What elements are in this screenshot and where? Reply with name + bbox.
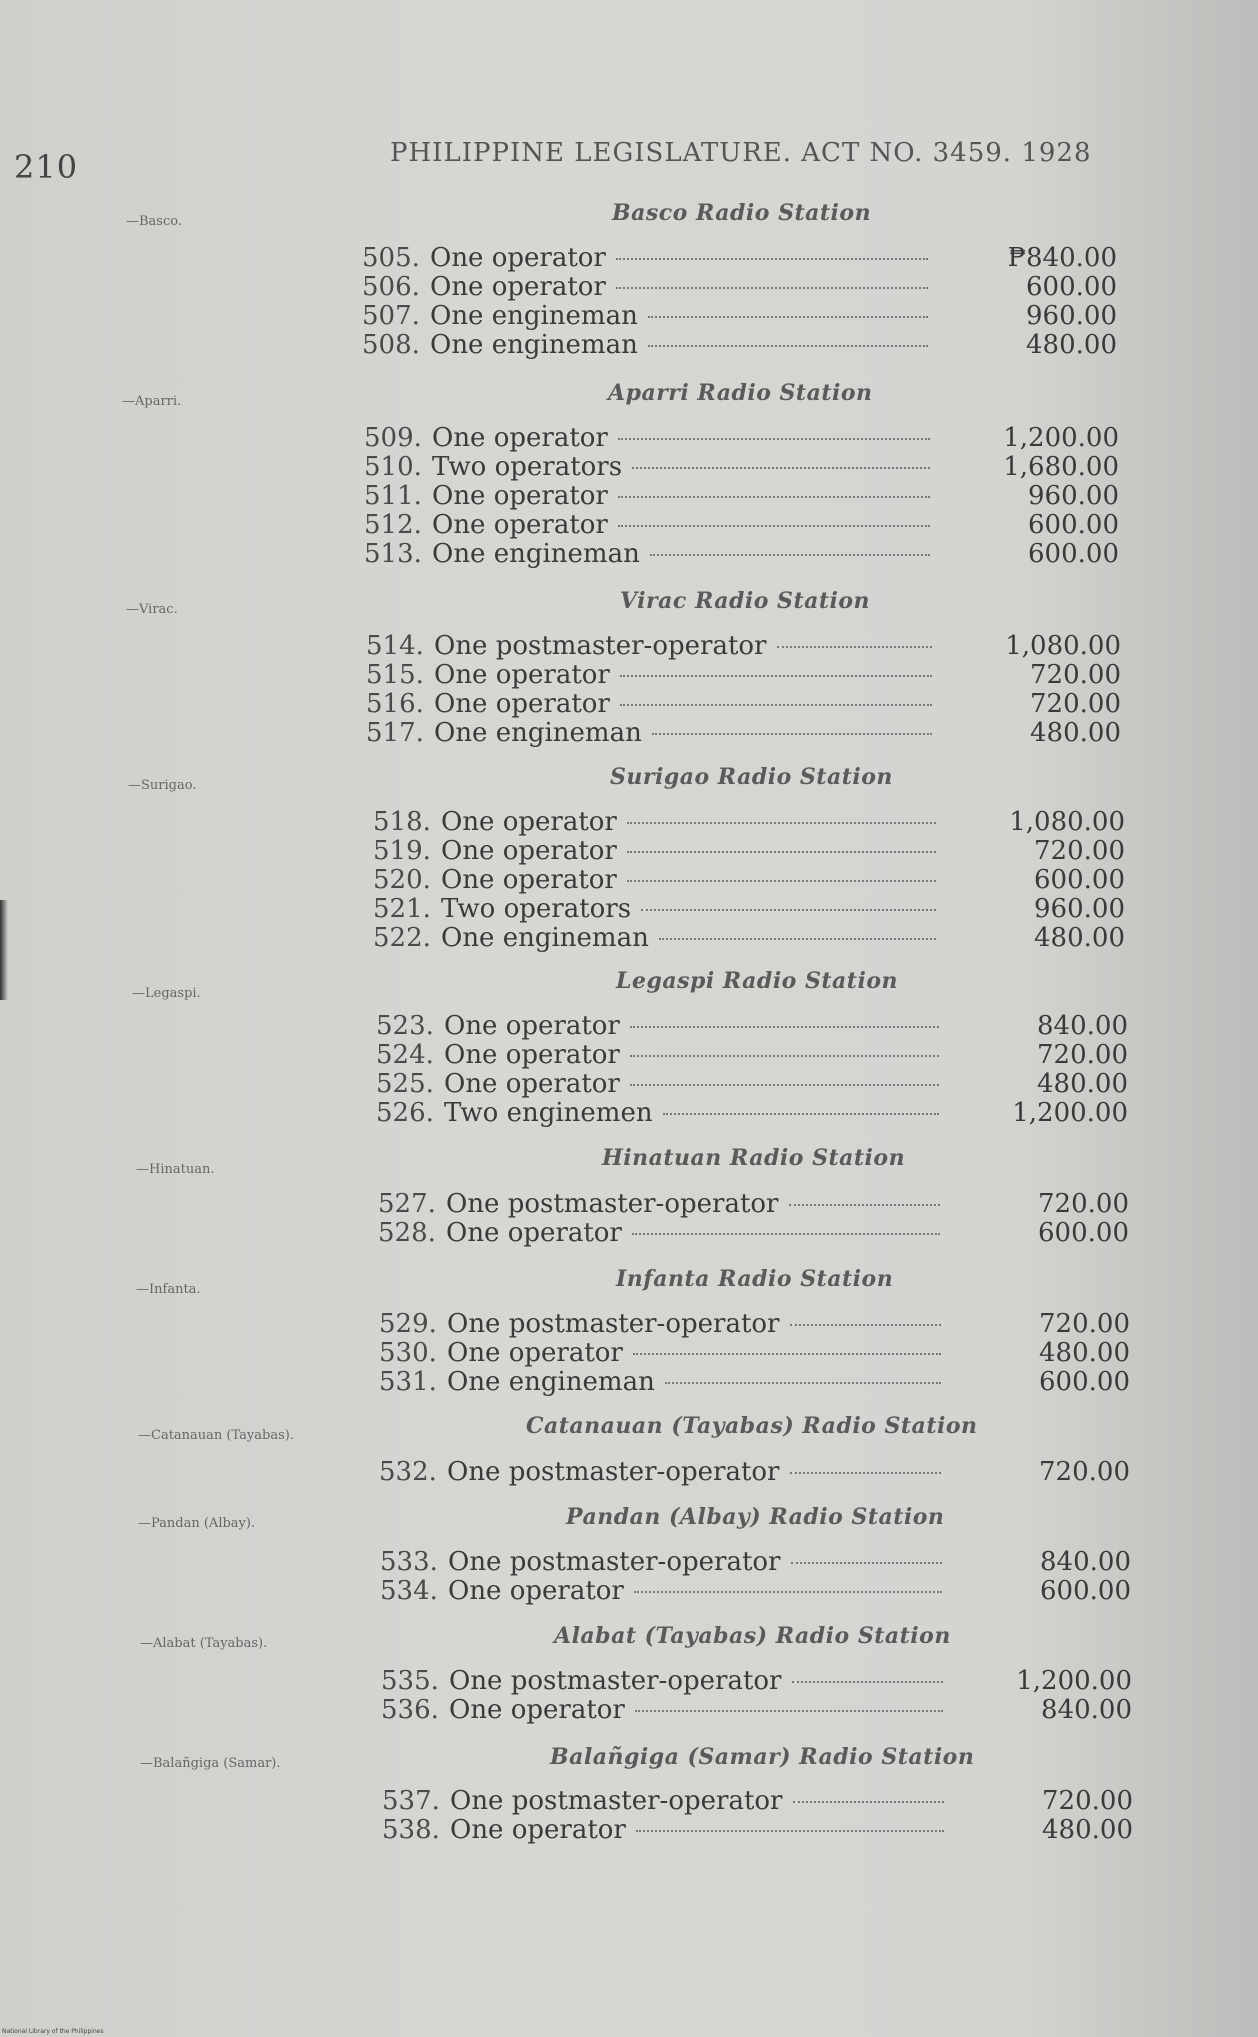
item-description: One operator <box>450 1815 626 1845</box>
item-description: One operator <box>430 272 606 302</box>
dot-leader <box>616 287 928 289</box>
margin-note: —Surigao. <box>128 778 197 793</box>
dot-leader <box>618 525 930 527</box>
item-description: Two operators <box>432 452 623 482</box>
item-description: One operator <box>434 660 610 690</box>
item-amount: 720.00 <box>1038 1189 1129 1219</box>
item-description: One postmaster-operator <box>449 1666 782 1696</box>
list-item <box>364 423 1119 453</box>
list-item <box>379 1457 1130 1487</box>
item-number: 516. <box>366 689 424 719</box>
list-item <box>373 894 1125 924</box>
item-description: One operator <box>430 243 606 273</box>
item-amount: 480.00 <box>1034 923 1125 953</box>
item-number: 538. <box>382 1815 440 1845</box>
station-title: Surigao Radio Station <box>610 764 893 790</box>
margin-note: —Legaspi. <box>132 986 201 1001</box>
margin-note: —Balañgiga (Samar). <box>140 1756 281 1771</box>
page-edge-shadow <box>0 900 8 1000</box>
dot-leader <box>627 851 936 853</box>
margin-note: —Alabat (Tayabas). <box>140 1636 268 1651</box>
item-number: 527. <box>378 1189 436 1219</box>
item-number: 524. <box>376 1040 434 1070</box>
station-title: Alabat (Tayabas) Radio Station <box>554 1623 951 1649</box>
list-item <box>362 301 1117 331</box>
list-item <box>366 660 1121 690</box>
list-item <box>381 1666 1132 1696</box>
dot-leader <box>790 1324 942 1326</box>
page-number: 210 <box>14 148 79 186</box>
item-number: 515. <box>366 660 424 690</box>
item-amount: ₱840.00 <box>1007 243 1117 273</box>
list-item <box>376 1040 1128 1070</box>
station-title: Pandan (Albay) Radio Station <box>566 1504 945 1530</box>
dot-leader <box>652 733 932 735</box>
item-description: One postmaster-operator <box>447 1309 780 1339</box>
station-title: Aparri Radio Station <box>608 380 873 406</box>
list-item <box>366 631 1121 661</box>
list-item <box>362 243 1117 273</box>
item-amount: 720.00 <box>1037 1040 1128 1070</box>
list-item <box>378 1218 1129 1248</box>
item-number: 525. <box>376 1069 434 1099</box>
item-amount: 600.00 <box>1028 510 1119 540</box>
item-amount: 720.00 <box>1030 660 1121 690</box>
item-description: One operator <box>444 1069 620 1099</box>
item-description: One operator <box>432 510 608 540</box>
list-item <box>362 272 1117 302</box>
running-head: PHILIPPINE LEGISLATURE. ACT NO. 3459. 1928 <box>390 138 1092 168</box>
item-number: 519. <box>373 836 431 866</box>
item-description: One engineman <box>441 923 649 953</box>
dot-leader <box>630 1084 939 1086</box>
item-amount: 480.00 <box>1030 718 1121 748</box>
item-description: One postmaster-operator <box>448 1547 781 1577</box>
item-description: One postmaster-operator <box>450 1786 783 1816</box>
item-description: One postmaster-operator <box>447 1457 780 1487</box>
item-number: 533. <box>380 1547 438 1577</box>
station-title: Virac Radio Station <box>620 588 871 614</box>
dot-leader <box>618 496 930 498</box>
margin-note: —Aparri. <box>122 394 182 409</box>
item-amount: 600.00 <box>1039 1367 1130 1397</box>
margin-note: —Basco. <box>126 214 182 229</box>
dot-leader <box>648 316 928 318</box>
item-amount: 1,080.00 <box>1005 631 1121 661</box>
item-description: One operator <box>448 1576 624 1606</box>
list-item <box>380 1576 1131 1606</box>
scan-credit: National Library of the Philippines <box>2 2028 104 2035</box>
list-item <box>382 1815 1133 1845</box>
dot-leader <box>663 1113 939 1115</box>
item-amount: 960.00 <box>1028 481 1119 511</box>
list-item <box>379 1338 1130 1368</box>
item-number: 521. <box>373 894 431 924</box>
dot-leader <box>630 1055 939 1057</box>
item-amount: 600.00 <box>1028 539 1119 569</box>
list-item <box>380 1547 1131 1577</box>
dot-leader <box>632 1233 940 1235</box>
list-item <box>373 836 1125 866</box>
item-number: 526. <box>376 1098 434 1128</box>
list-item <box>382 1786 1133 1816</box>
item-number: 520. <box>373 865 431 895</box>
dot-leader <box>618 438 930 440</box>
dot-leader <box>793 1801 945 1803</box>
item-amount: 600.00 <box>1038 1218 1129 1248</box>
item-amount: 1,200.00 <box>1003 423 1119 453</box>
item-description: One engineman <box>432 539 640 569</box>
item-number: 531. <box>379 1367 437 1397</box>
list-item <box>376 1098 1128 1128</box>
dot-leader <box>616 258 928 260</box>
item-amount: 600.00 <box>1034 865 1125 895</box>
item-number: 514. <box>366 631 424 661</box>
item-number: 530. <box>379 1338 437 1368</box>
item-number: 523. <box>376 1011 434 1041</box>
station-title: Basco Radio Station <box>612 200 872 226</box>
dot-leader <box>789 1204 941 1206</box>
item-number: 505. <box>362 243 420 273</box>
dot-leader <box>620 704 932 706</box>
item-number: 532. <box>379 1457 437 1487</box>
item-amount: 480.00 <box>1037 1069 1128 1099</box>
dot-leader <box>635 1710 943 1712</box>
dot-leader <box>641 909 936 911</box>
item-number: 513. <box>364 539 422 569</box>
item-amount: 720.00 <box>1034 836 1125 866</box>
dot-leader <box>627 822 936 824</box>
item-amount: 840.00 <box>1040 1547 1131 1577</box>
item-number: 536. <box>381 1695 439 1725</box>
list-item <box>378 1189 1129 1219</box>
item-amount: 960.00 <box>1034 894 1125 924</box>
item-description: One operator <box>432 423 608 453</box>
margin-note: —Infanta. <box>136 1282 201 1297</box>
item-number: 512. <box>364 510 422 540</box>
list-item <box>373 923 1125 953</box>
item-description: One engineman <box>430 301 638 331</box>
item-number: 528. <box>378 1218 436 1248</box>
item-amount: 720.00 <box>1042 1786 1133 1816</box>
item-number: 534. <box>380 1576 438 1606</box>
margin-note: —Catanauan (Tayabas). <box>138 1428 294 1443</box>
dot-leader <box>791 1562 943 1564</box>
item-number: 510. <box>364 452 422 482</box>
dot-leader <box>790 1472 942 1474</box>
margin-note: —Hinatuan. <box>136 1162 215 1177</box>
item-amount: 480.00 <box>1039 1338 1130 1368</box>
item-amount: 840.00 <box>1037 1011 1128 1041</box>
dot-leader <box>650 554 930 556</box>
dot-leader <box>777 646 933 648</box>
list-item <box>373 865 1125 895</box>
item-description: One operator <box>444 1011 620 1041</box>
item-amount: 960.00 <box>1026 301 1117 331</box>
list-item <box>366 718 1121 748</box>
list-item <box>364 510 1119 540</box>
list-item <box>376 1011 1128 1041</box>
item-description: Two operators <box>441 894 632 924</box>
list-item <box>381 1695 1132 1725</box>
dot-leader <box>633 1353 941 1355</box>
item-amount: 1,080.00 <box>1009 807 1125 837</box>
item-number: 506. <box>362 272 420 302</box>
item-description: One operator <box>449 1695 625 1725</box>
item-number: 537. <box>382 1786 440 1816</box>
dot-leader <box>632 467 930 469</box>
list-item <box>364 481 1119 511</box>
item-amount: 720.00 <box>1030 689 1121 719</box>
list-item <box>366 689 1121 719</box>
dot-leader <box>620 675 932 677</box>
list-item <box>379 1309 1130 1339</box>
item-amount: 840.00 <box>1041 1695 1132 1725</box>
dot-leader <box>792 1681 944 1683</box>
item-number: 507. <box>362 301 420 331</box>
list-item <box>379 1367 1130 1397</box>
item-description: One engineman <box>430 330 638 360</box>
item-amount: 600.00 <box>1026 272 1117 302</box>
dot-leader <box>648 345 928 347</box>
item-amount: 480.00 <box>1042 1815 1133 1845</box>
item-description: One operator <box>432 481 608 511</box>
item-amount: 1,680.00 <box>1003 452 1119 482</box>
item-number: 529. <box>379 1309 437 1339</box>
item-description: One operator <box>447 1338 623 1368</box>
item-description: One operator <box>446 1218 622 1248</box>
item-number: 511. <box>364 481 422 511</box>
dot-leader <box>630 1026 939 1028</box>
item-number: 508. <box>362 330 420 360</box>
item-amount: 720.00 <box>1039 1309 1130 1339</box>
dot-leader <box>659 938 936 940</box>
station-title: Legaspi Radio Station <box>616 968 898 994</box>
dot-leader <box>627 880 936 882</box>
item-description: Two enginemen <box>444 1098 653 1128</box>
margin-note: —Virac. <box>126 602 178 617</box>
item-description: One operator <box>441 865 617 895</box>
item-description: One operator <box>434 689 610 719</box>
margin-note: —Pandan (Albay). <box>138 1516 256 1531</box>
list-item <box>376 1069 1128 1099</box>
item-number: 517. <box>366 718 424 748</box>
item-description: One engineman <box>434 718 642 748</box>
item-description: One postmaster-operator <box>434 631 767 661</box>
item-amount: 600.00 <box>1040 1576 1131 1606</box>
item-number: 518. <box>373 807 431 837</box>
item-amount: 480.00 <box>1026 330 1117 360</box>
station-title: Hinatuan Radio Station <box>602 1145 906 1171</box>
item-description: One operator <box>441 836 617 866</box>
item-amount: 1,200.00 <box>1012 1098 1128 1128</box>
list-item <box>373 807 1125 837</box>
item-amount: 1,200.00 <box>1016 1666 1132 1696</box>
item-amount: 720.00 <box>1039 1457 1130 1487</box>
list-item <box>362 330 1117 360</box>
item-description: One postmaster-operator <box>446 1189 779 1219</box>
item-number: 522. <box>373 923 431 953</box>
station-title: Infanta Radio Station <box>616 1266 894 1292</box>
item-number: 509. <box>364 423 422 453</box>
item-description: One operator <box>441 807 617 837</box>
item-description: One engineman <box>447 1367 655 1397</box>
item-description: One operator <box>444 1040 620 1070</box>
list-item <box>364 452 1119 482</box>
station-title: Catanauan (Tayabas) Radio Station <box>526 1413 978 1439</box>
dot-leader <box>636 1830 944 1832</box>
dot-leader <box>665 1382 941 1384</box>
item-number: 535. <box>381 1666 439 1696</box>
list-item <box>364 539 1119 569</box>
station-title: Balañgiga (Samar) Radio Station <box>550 1744 975 1770</box>
dot-leader <box>634 1591 942 1593</box>
